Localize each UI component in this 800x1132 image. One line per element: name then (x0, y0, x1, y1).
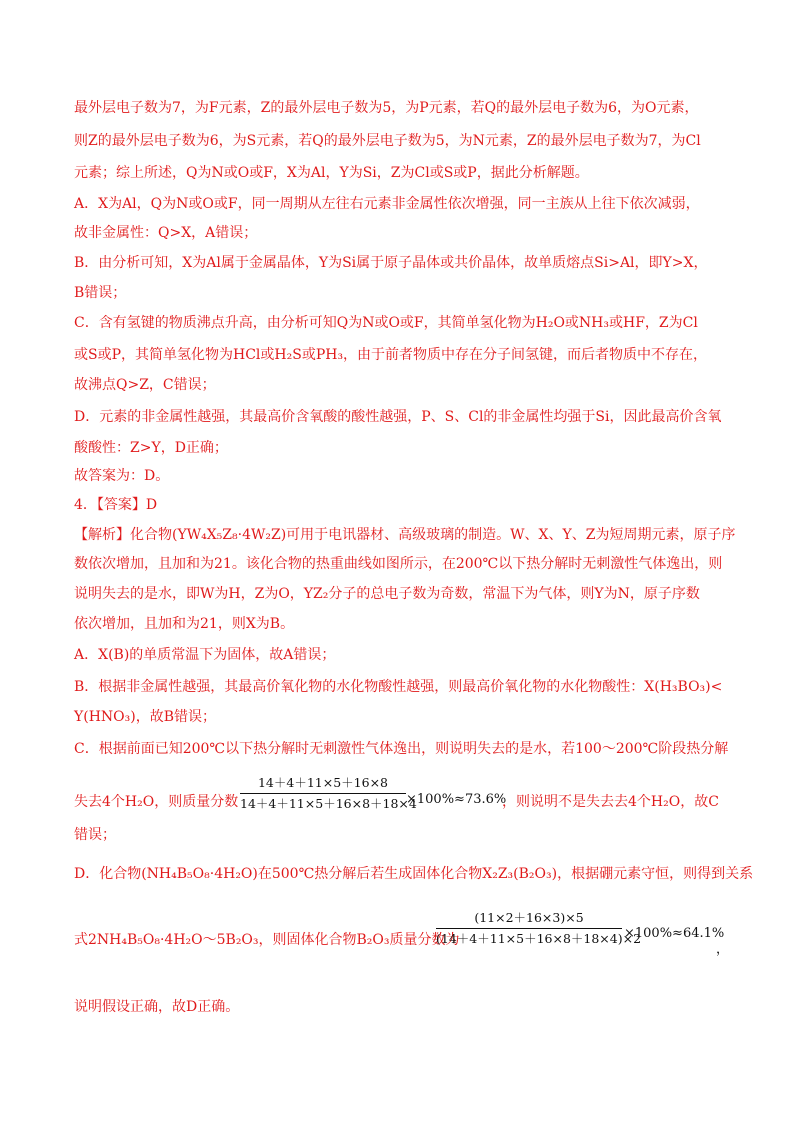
text-line: 式2NH₄B₅O₈·4H₂O～5B₂O₃，则固体化合物B₂O₃质量分数为 (74, 932, 460, 948)
text-line: C．含有氢键的物质沸点升高，由分析可知Q为N或O或F，其简单氢化物为H₂O或NH₃或HF，Z为Cl (74, 315, 698, 331)
answer-heading: 4．【答案】D (74, 497, 158, 513)
text-line: D．元素的非金属性越强，其最高价含氧酸的酸性越强，P、S、Cl的非金属性均强于Si，因此最高价含氧 (74, 409, 722, 425)
fraction-bar (240, 793, 406, 794)
formula-result: ×100%≈64.1% (624, 926, 725, 941)
mass-fraction-formula-2 (436, 910, 642, 947)
text-line: Y(HNO₃)，故B错误； (74, 709, 217, 725)
trailing-comma: ， (716, 942, 730, 957)
text-line: 故沸点Q>Z，C错误； (74, 377, 216, 393)
formula-result: ×100%≈73.6% (406, 792, 507, 807)
text-line: C．根据前面已知200℃以下热分解时无刺激性气体逸出，则说明失去的是水，若100～200℃阶段热分解 (74, 741, 729, 757)
text-line: 则Z的最外层电子数为6，为S元素，若Q的最外层电子数为5，为N元素，Z的最外层电子数为7，为Cl (74, 133, 701, 149)
text-line: 说明失去的是水，即W为H，Z为O，YZ₂分子的总电子数为奇数，常温下为气体，则Y为N，原子序数 (74, 586, 700, 602)
formula-denominator: 14＋4＋11×5＋16×8＋18×4 (240, 796, 417, 811)
text-line: 元素；综上所述，Q为N或O或F，X为Al，Y为Si，Z为Cl或S或P，据此分析解题。 (74, 165, 589, 181)
text-line: A．X(B)的单质常温下为固体，故A错误； (74, 647, 336, 663)
text-line: 故答案为：D。 (74, 468, 170, 484)
formula-numerator: 14＋4＋11×5＋16×8 (257, 775, 389, 790)
text-line: 最外层电子数为7，为F元素，Z的最外层电子数为5，为P元素，若Q的最外层电子数为6，为O元素， (74, 100, 699, 116)
text-line: 失去4个H₂O，则质量分数 (74, 794, 239, 810)
text-line: ，则说明不是失去去4个H₂O，故C (502, 794, 719, 810)
fraction-bar (436, 928, 622, 929)
text-line: 【解析】化合物(YW₄X₅Z₈·4W₂Z)可用于电讯器材、高级玻璃的制造。W、X、Y、Z为短周期元素，原子序 (74, 527, 736, 543)
text-line: 说明假设正确，故D正确。 (74, 999, 240, 1015)
text-line: A．X为Al，Q为N或O或F，同一周期从左往右元素非金属性依次增强，同一主族从上往下依次减弱， (74, 196, 700, 212)
text-line: 故非金属性：Q>X，A错误； (74, 225, 258, 241)
text-line: D．化合物(NH₄B₅O₈·4H₂O)在500℃热分解后若生成固体化合物X₂Z₃(B₂O₃)，根据硼元素守恒，则得到关系 (74, 866, 754, 882)
text-line: 错误； (74, 827, 116, 843)
text-line: B．根据非金属性越强，其最高价氧化物的水化物酸性越强，则最高价氧化物的水化物酸性：X(H₃BO₃)< (74, 679, 723, 695)
text-line: 依次增加，且加和为21，则X为B。 (74, 616, 295, 632)
mass-fraction-formula-1 (240, 775, 417, 812)
text-line: 数依次增加，且加和为21。该化合物的热重曲线如图所示，在200℃以下热分解时无刺激性气体逸出，则 (74, 556, 723, 572)
text-line: B错误； (74, 285, 127, 301)
text-line: B．由分析可知，X为Al属于金属晶体，Y为Si属于原子晶体或共价晶体，故单质熔点Si>Al，即Y>X， (74, 255, 708, 271)
text-line: 酸酸性：Z>Y，D正确； (74, 440, 228, 456)
formula-denominator: (14＋4＋11×5＋16×8＋18×4)×2 (436, 931, 642, 946)
formula-numerator: (11×2＋16×3)×5 (474, 910, 584, 925)
text-line: 或S或P，其简单氢化物为HCl或H₂S或PH₃，由于前者物质中存在分子间氢键，而后者物质中不存在， (74, 347, 708, 363)
